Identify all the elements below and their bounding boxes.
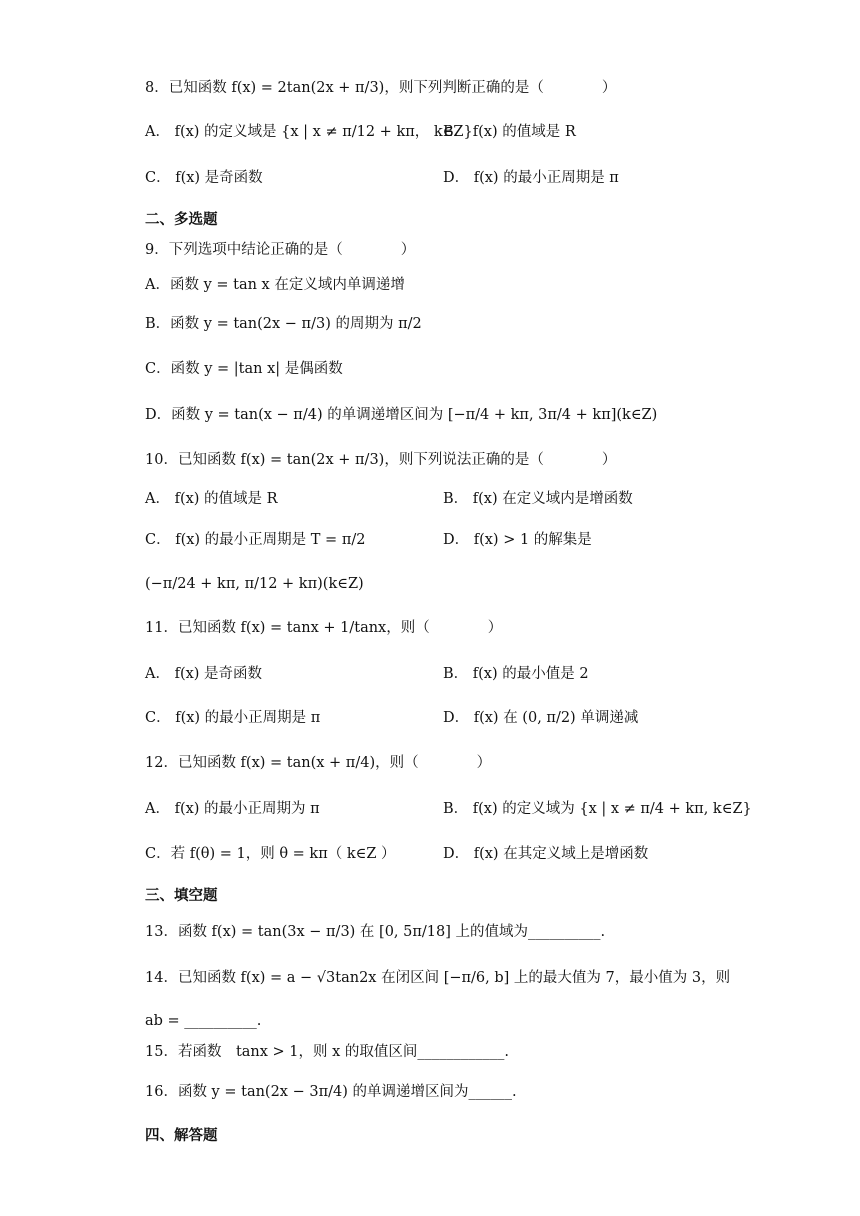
q8-option-b: B． f(x) 的值域是 R: [443, 124, 576, 140]
q13: 13．函数 f(x) = tan(3x − π/3) 在 [0, 5π/18] 上的值域为__________.: [145, 924, 606, 940]
q10-stem: 10．已知函数 f(x) = tan(2x + π/3)，则下列说法正确的是（ ）: [145, 452, 617, 468]
q9-option-d: D．函数 y = tan(x − π/4) 的单调递增区间为 [−π/4 + kπ, 3π/4 + kπ](k∈Z): [145, 407, 658, 423]
q10-option-b: B． f(x) 在定义域内是增函数: [443, 491, 633, 507]
q8-option-c: C． f(x) 是奇函数: [145, 170, 263, 186]
q14: 14．已知函数 f(x) = a − √3tan2x 在闭区间 [−π/6, b] 上的最大值为 7，最小值为 3，则: [145, 970, 731, 986]
q10-option-c: C． f(x) 的最小正周期是 T = π/2: [145, 532, 366, 548]
q10-option-d-continued: (−π/24 + kπ, π/12 + kπ)(k∈Z): [145, 576, 364, 592]
q11-option-a: A． f(x) 是奇函数: [145, 666, 263, 682]
q8-option-a: A． f(x) 的定义域是 {x | x ≠ π/12 + kπ， k∈Z}: [145, 124, 473, 140]
q14-answer-line: ab = __________.: [145, 1013, 262, 1029]
q12-option-b: B． f(x) 的定义域为 {x | x ≠ π/4 + kπ, k∈Z}: [443, 801, 752, 817]
section-heading-fill-blank: 三、填空题: [145, 888, 218, 904]
q11-option-c: C． f(x) 的最小正周期是 π: [145, 710, 321, 726]
section-heading-solutions: 四、解答题: [145, 1128, 218, 1144]
q9-option-b: B．函数 y = tan(2x − π/3) 的周期为 π/2: [145, 316, 422, 332]
q8-stem: 8．已知函数 f(x) = 2tan(2x + π/3)，则下列判断正确的是（ ）: [145, 80, 617, 96]
q11-option-d: D． f(x) 在 (0, π/2) 单调递减: [443, 710, 639, 726]
q9-stem: 9．下列选项中结论正确的是（ ）: [145, 242, 416, 258]
q12-option-a: A． f(x) 的最小正周期为 π: [145, 801, 320, 817]
q9-option-a: A．函数 y = tan x 在定义域内单调递增: [145, 277, 405, 293]
q16: 16．函数 y = tan(2x − 3π/4) 的单调递增区间为______.: [145, 1084, 517, 1100]
q10-option-a: A． f(x) 的值域是 R: [145, 491, 278, 507]
q8-option-d: D． f(x) 的最小正周期是 π: [443, 170, 619, 186]
q11-option-b: B． f(x) 的最小值是 2: [443, 666, 589, 682]
q12-option-c: C．若 f(θ) = 1，则 θ = kπ（ k∈Z ）: [145, 846, 396, 862]
section-heading-multiple-choice: 二、多选题: [145, 212, 218, 228]
q11-stem: 11．已知函数 f(x) = tanx + 1/tanx，则（ ）: [145, 620, 503, 636]
q12-option-d: D． f(x) 在其定义域上是增函数: [443, 846, 649, 862]
q10-option-d: D． f(x) > 1 的解集是: [443, 532, 592, 548]
q12-stem: 12．已知函数 f(x) = tan(x + π/4)，则（ ）: [145, 755, 492, 771]
q15: 15．若函数 tanx > 1，则 x 的取值区间____________.: [145, 1044, 510, 1060]
q9-option-c: C．函数 y = |tan x| 是偶函数: [145, 361, 343, 377]
